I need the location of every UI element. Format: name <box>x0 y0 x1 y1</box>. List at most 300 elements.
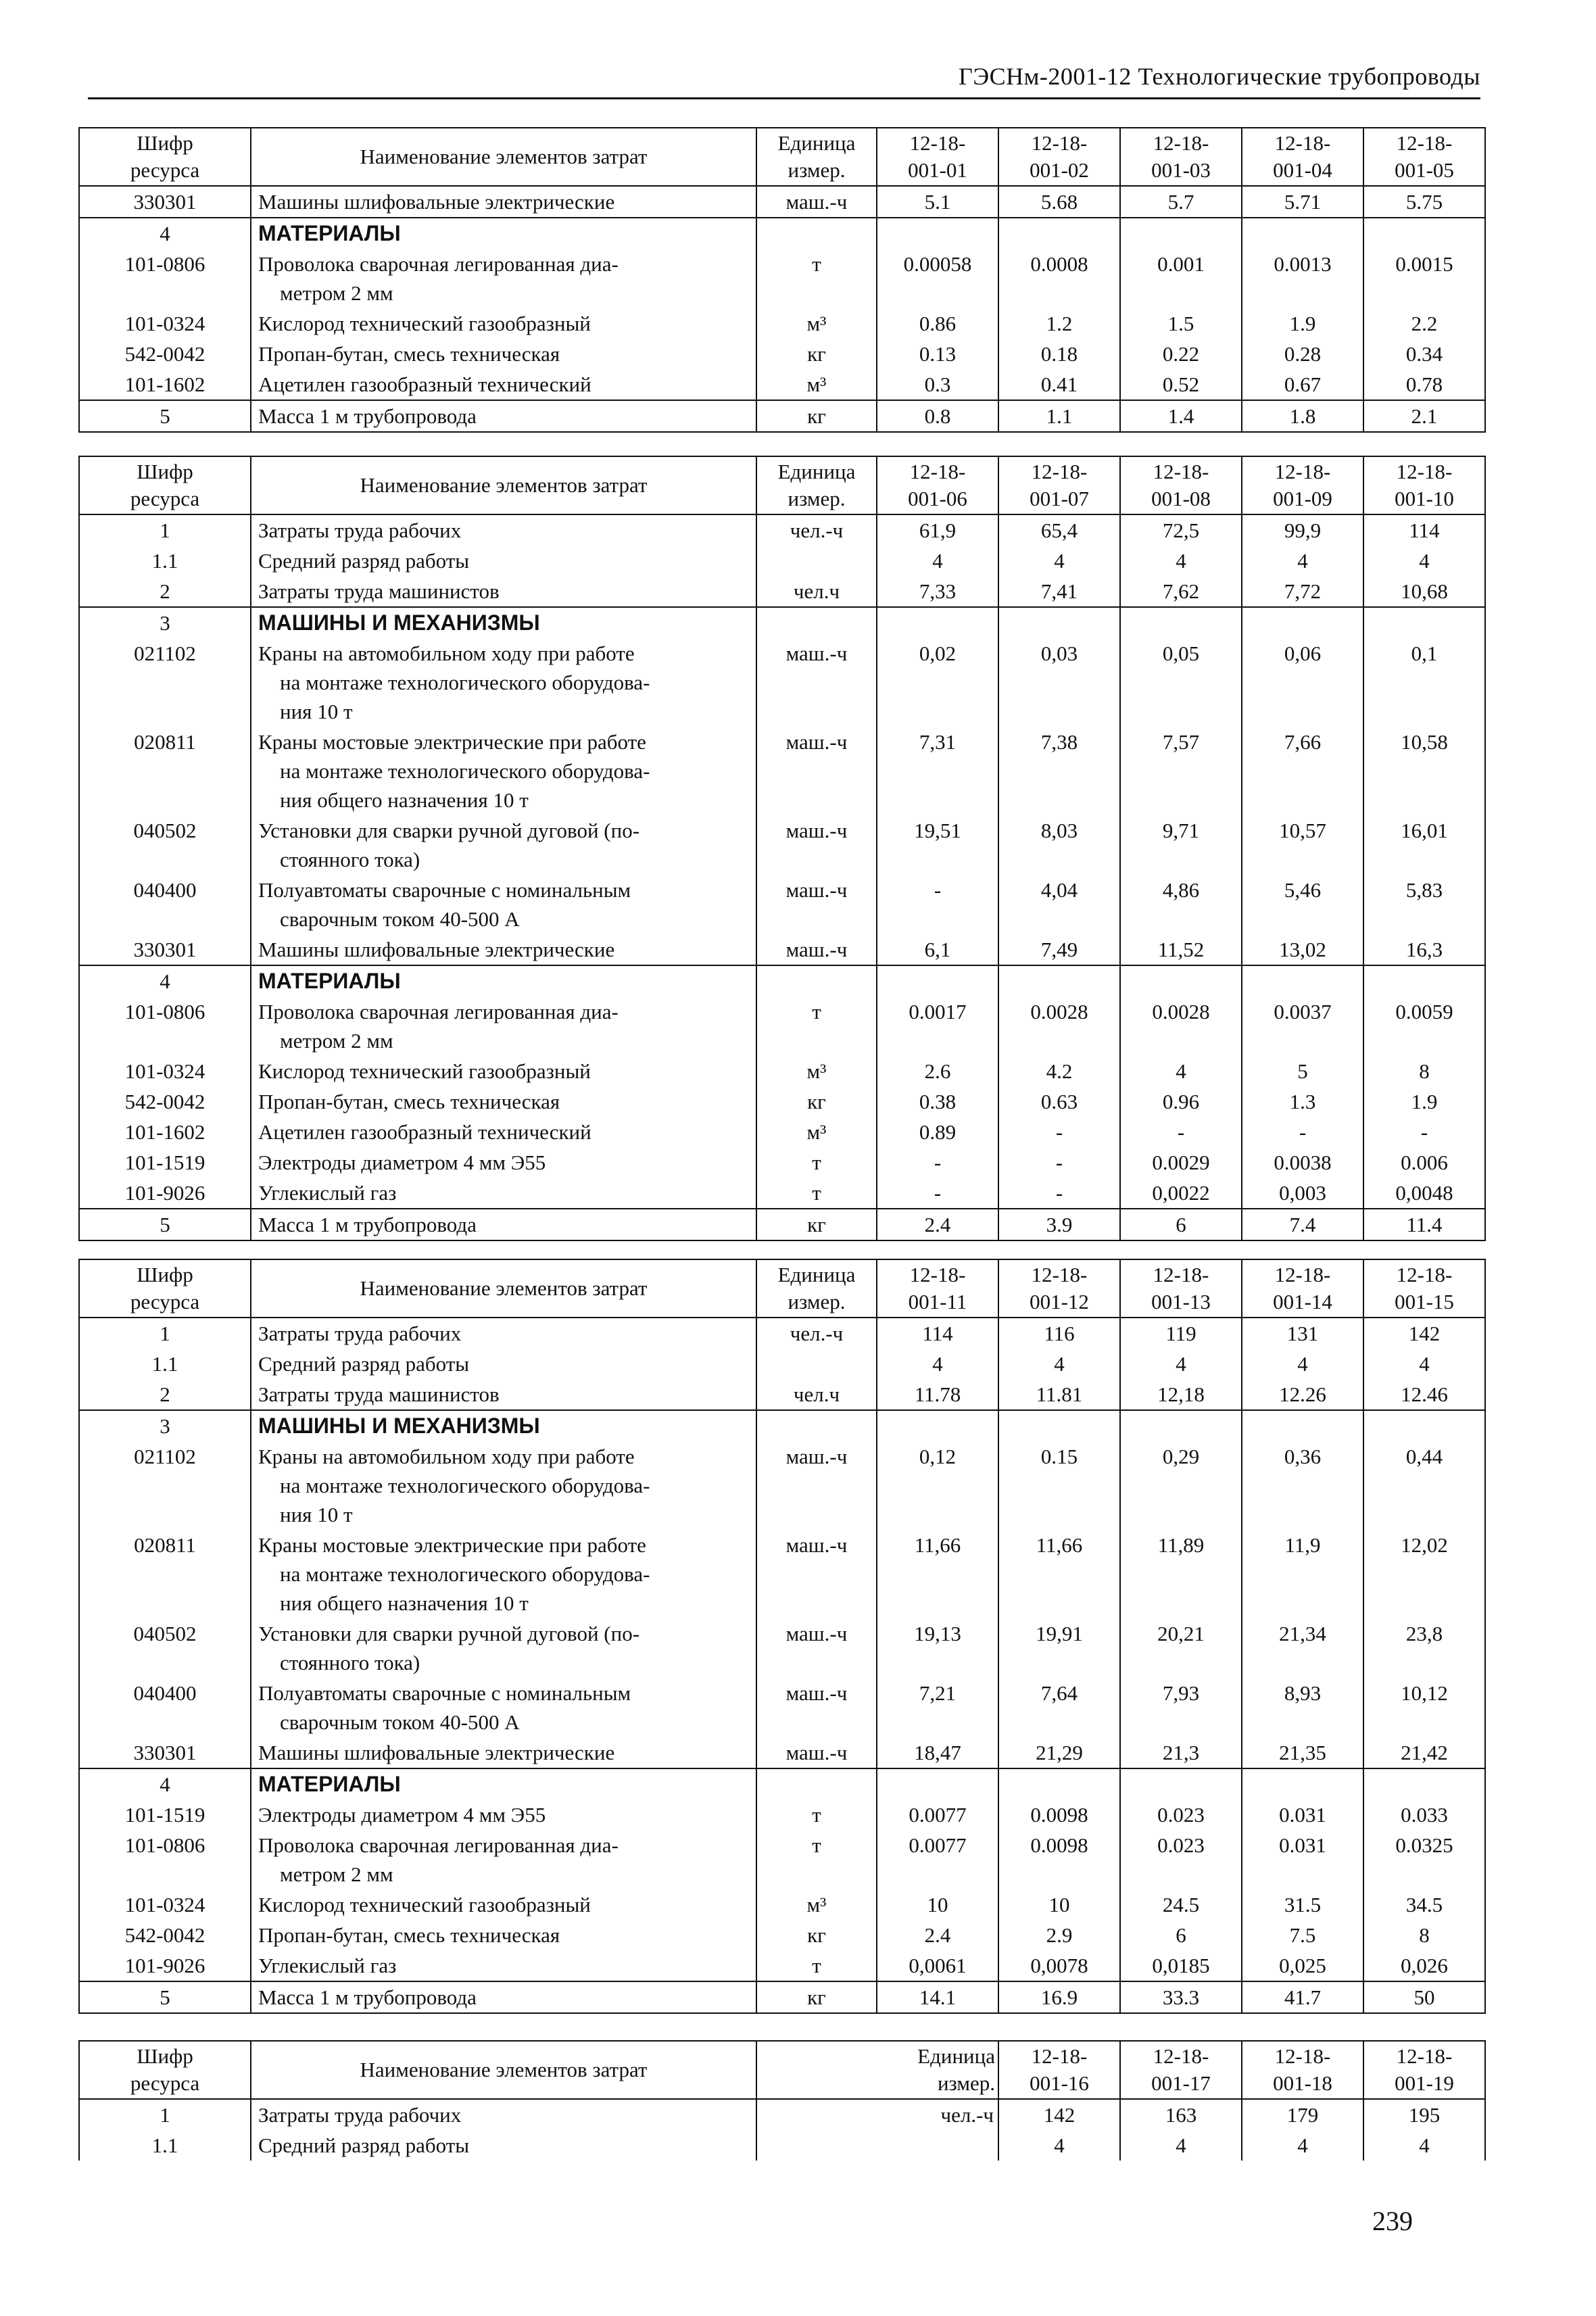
element-name <box>251 1410 756 1441</box>
element-name-line: МАТЕРИАЛЫ <box>258 221 401 245</box>
resource-code: 1 <box>79 514 251 546</box>
column-header-norm-code-line: 12-18- <box>1153 460 1209 483</box>
norm-value: 1.8 <box>1242 400 1363 432</box>
unit-of-measure <box>756 218 877 249</box>
unit-of-measure: м³ <box>756 1889 877 1920</box>
norm-value: 0.0325 <box>1363 1830 1485 1889</box>
norm-value: 7,49 <box>998 934 1120 965</box>
norm-value: 33.3 <box>1120 1981 1242 2013</box>
element-name <box>251 965 756 996</box>
norm-value: 0,02 <box>877 638 998 727</box>
column-header-norm-code-line: 12-18- <box>1396 460 1453 483</box>
table-row <box>79 1441 1485 1530</box>
norm-value: 12,02 <box>1363 1530 1485 1618</box>
norm-value: 7.4 <box>1242 1209 1363 1240</box>
unit-of-measure: кг <box>756 1086 877 1117</box>
norm-value: 0.67 <box>1242 369 1363 400</box>
unit-of-measure: кг <box>756 1981 877 2013</box>
norm-value: 5 <box>1242 1056 1363 1086</box>
norm-table-2 <box>78 456 1486 1241</box>
element-name-line: сварочным током 40-500 А <box>280 907 520 931</box>
norm-value: 4 <box>998 546 1120 576</box>
norm-value: - <box>1363 1117 1485 1147</box>
element-name <box>251 1209 756 1240</box>
norm-value: 5.7 <box>1120 186 1242 218</box>
column-header-norm-code <box>1363 1259 1485 1318</box>
element-name <box>251 1618 756 1678</box>
table-row <box>79 996 1485 1056</box>
table-row <box>79 1737 1485 1768</box>
column-header-code <box>79 1259 251 1318</box>
unit-of-measure <box>756 965 877 996</box>
norm-value: 21,35 <box>1242 1737 1363 1768</box>
norm-value: 0.15 <box>998 1441 1120 1530</box>
norm-value: 4 <box>1363 1349 1485 1379</box>
column-header-norm-code-line: 12-18- <box>1396 1263 1453 1286</box>
element-name <box>251 1178 756 1209</box>
norm-value: 0.38 <box>877 1086 998 1117</box>
column-header-norm-code <box>1363 456 1485 514</box>
unit-of-measure: маш.-ч <box>756 186 877 218</box>
column-header-name: Наименование элементов затрат <box>251 456 756 514</box>
element-name-line: на монтаже технологического оборудова- <box>280 671 650 694</box>
norm-value: 0.0077 <box>877 1800 998 1830</box>
column-header-norm-code-line: 12-18- <box>1031 2044 1088 2068</box>
section-title-row <box>79 1410 1485 1441</box>
norm-value: 5.68 <box>998 186 1120 218</box>
norm-value: 21,34 <box>1242 1618 1363 1678</box>
element-name <box>251 815 756 875</box>
norm-value: 0.78 <box>1363 369 1485 400</box>
norm-value: 0.3 <box>877 369 998 400</box>
resource-code: 101-9026 <box>79 1178 251 1209</box>
norm-value: 7,57 <box>1120 727 1242 815</box>
element-name-line: Пропан-бутан, смесь техническая <box>258 1923 560 1947</box>
column-header-norm-code <box>998 456 1120 514</box>
element-name-line: Затраты труда рабочих <box>258 1322 462 1345</box>
resource-code: 2 <box>79 1379 251 1410</box>
column-header-code <box>79 128 251 186</box>
norm-value: 0,03 <box>998 638 1120 727</box>
unit-of-measure: т <box>756 249 877 308</box>
norm-value <box>1242 607 1363 638</box>
column-header-code <box>79 2041 251 2099</box>
element-name <box>251 400 756 432</box>
norm-value: 5,46 <box>1242 875 1363 934</box>
element-name-line: Машины шлифовальные электрические <box>258 190 615 214</box>
norm-value: 11,52 <box>1120 934 1242 965</box>
element-name-line: Краны мостовые электрические при работе <box>258 730 646 754</box>
column-header-norm-code-line: 001-06 <box>908 487 967 510</box>
column-header-norm-code-line: 001-19 <box>1395 2071 1454 2095</box>
norm-value: 8 <box>1363 1920 1485 1950</box>
element-name <box>251 1830 756 1889</box>
table-row <box>79 1950 1485 1981</box>
resource-code: 101-0806 <box>79 996 251 1056</box>
norm-value: 4 <box>877 1349 998 1379</box>
column-header-norm-code-line: 001-02 <box>1030 158 1089 182</box>
norm-value: 10,57 <box>1242 815 1363 875</box>
unit-of-measure <box>756 2130 998 2161</box>
table-row <box>79 2130 1485 2161</box>
norm-value: 0,05 <box>1120 638 1242 727</box>
norm-value: 19,91 <box>998 1618 1120 1678</box>
element-name-line: Проволока сварочная легированная диа- <box>258 252 619 276</box>
norm-value: 11,66 <box>877 1530 998 1618</box>
table-row <box>79 339 1485 369</box>
column-header-norm-code-line: 001-13 <box>1151 1290 1211 1313</box>
norm-value <box>998 1410 1120 1441</box>
resource-code: 5 <box>79 1209 251 1240</box>
norm-value: 16,3 <box>1363 934 1485 965</box>
norm-value: 195 <box>1363 2099 1485 2130</box>
unit-of-measure: чел.ч <box>756 1379 877 1410</box>
norm-value: - <box>1120 1117 1242 1147</box>
norm-value: 7,72 <box>1242 576 1363 607</box>
norm-value: 0.0038 <box>1242 1147 1363 1178</box>
unit-of-measure: т <box>756 996 877 1056</box>
column-header-name: Наименование элементов затрат <box>251 2041 756 2099</box>
norm-value: 4 <box>1242 546 1363 576</box>
element-name-line: ния 10 т <box>280 700 353 723</box>
element-name-line: Углекислый газ <box>258 1954 397 1977</box>
column-header-norm-code-line: 12-18- <box>1396 131 1453 155</box>
norm-value: 11.78 <box>877 1379 998 1410</box>
column-header-norm-code <box>998 1259 1120 1318</box>
norm-value: 11,89 <box>1120 1530 1242 1618</box>
norm-value: 2.2 <box>1363 308 1485 339</box>
norm-value: 6 <box>1120 1920 1242 1950</box>
norm-value: 0,36 <box>1242 1441 1363 1530</box>
column-header-norm-code-line: 12-18- <box>1153 131 1209 155</box>
norm-value: 1.4 <box>1120 400 1242 432</box>
norm-value: 0.41 <box>998 369 1120 400</box>
norm-value <box>877 965 998 996</box>
column-header-norm-code-line: 12-18- <box>1031 1263 1088 1286</box>
element-name <box>251 875 756 934</box>
norm-value: 0.96 <box>1120 1086 1242 1117</box>
norm-value <box>877 218 998 249</box>
norm-value: 10 <box>998 1889 1120 1920</box>
norm-value: 0.13 <box>877 339 998 369</box>
unit-of-measure: кг <box>756 1209 877 1240</box>
norm-value: - <box>877 875 998 934</box>
resource-code: 040502 <box>79 1618 251 1678</box>
norm-value: 12.26 <box>1242 1379 1363 1410</box>
column-header-unit-line: Единица <box>777 1263 856 1286</box>
table-row <box>79 2099 1485 2130</box>
element-name-line: Электроды диаметром 4 мм Э55 <box>258 1151 546 1174</box>
resource-code: 542-0042 <box>79 1920 251 1950</box>
unit-of-measure: маш.-ч <box>756 1737 877 1768</box>
norm-value: 0.22 <box>1120 339 1242 369</box>
column-header-norm-code-line: 001-07 <box>1030 487 1089 510</box>
resource-code: 021102 <box>79 638 251 727</box>
norm-value: 16,01 <box>1363 815 1485 875</box>
norm-value: 4 <box>998 1349 1120 1379</box>
norm-value: 9,71 <box>1120 815 1242 875</box>
column-header-norm-code <box>1120 128 1242 186</box>
column-header-unit-line: Единица <box>777 460 856 483</box>
running-header <box>88 62 1480 99</box>
table-row <box>79 727 1485 815</box>
norm-value: 0,0061 <box>877 1950 998 1981</box>
norm-value: 72,5 <box>1120 514 1242 546</box>
element-name-line: сварочным током 40-500 А <box>280 1710 520 1734</box>
table-row <box>79 934 1485 965</box>
norm-value: 0.89 <box>877 1117 998 1147</box>
element-name-line: стоянного тока) <box>280 1651 420 1674</box>
norm-value: 0.0017 <box>877 996 998 1056</box>
element-name <box>251 1981 756 2013</box>
resource-code: 101-0324 <box>79 308 251 339</box>
table-header-row <box>79 2041 1485 2099</box>
unit-of-measure: т <box>756 1950 877 1981</box>
norm-value <box>1363 218 1485 249</box>
element-name-line: Краны на автомобильном ходу при работе <box>258 1445 635 1468</box>
column-header-unit-line: измер. <box>788 487 846 510</box>
norm-value: - <box>877 1178 998 1209</box>
element-name <box>251 934 756 965</box>
column-header-unit-line: Единица <box>777 131 856 155</box>
resource-code: 101-9026 <box>79 1950 251 1981</box>
norm-value: 0,0078 <box>998 1950 1120 1981</box>
norm-value: 10 <box>877 1889 998 1920</box>
norm-value <box>998 965 1120 996</box>
unit-of-measure: чел.-ч <box>756 2099 998 2130</box>
column-header-norm-code <box>998 2041 1120 2099</box>
unit-of-measure: маш.-ч <box>756 638 877 727</box>
element-name <box>251 576 756 607</box>
unit-of-measure <box>756 1768 877 1800</box>
norm-value: 5.75 <box>1363 186 1485 218</box>
norm-value: 7,62 <box>1120 576 1242 607</box>
norm-value: 4 <box>1363 2130 1485 2161</box>
norm-value: 0.0037 <box>1242 996 1363 1056</box>
section-title-row <box>79 1768 1485 1800</box>
norm-value <box>1120 607 1242 638</box>
resource-code: 101-0806 <box>79 249 251 308</box>
element-name <box>251 1737 756 1768</box>
norm-value: 2.4 <box>877 1209 998 1240</box>
norm-value <box>1363 1410 1485 1441</box>
element-name <box>251 1950 756 1981</box>
unit-of-measure: м³ <box>756 369 877 400</box>
norm-value: 12,18 <box>1120 1379 1242 1410</box>
column-header-norm-code-line: 001-01 <box>908 158 967 182</box>
unit-of-measure: маш.-ч <box>756 875 877 934</box>
norm-value: 5.1 <box>877 186 998 218</box>
table-row <box>79 1920 1485 1950</box>
table-row <box>79 546 1485 576</box>
norm-table-3 <box>78 1259 1486 2014</box>
norm-value: 0.34 <box>1363 339 1485 369</box>
norm-value: 34.5 <box>1363 1889 1485 1920</box>
element-name-line: Затраты труда рабочих <box>258 518 462 542</box>
element-name <box>251 1441 756 1530</box>
norm-value: 2.4 <box>877 1920 998 1950</box>
table-row <box>79 514 1485 546</box>
norm-value: 23,8 <box>1363 1618 1485 1678</box>
norm-value: 4.2 <box>998 1056 1120 1086</box>
column-header-norm-code <box>1242 128 1363 186</box>
element-name <box>251 514 756 546</box>
norm-value: 116 <box>998 1318 1120 1349</box>
norm-value: 0.00058 <box>877 249 998 308</box>
element-name-line: метром 2 мм <box>280 281 393 305</box>
element-name-line: МАТЕРИАЛЫ <box>258 969 401 993</box>
norm-value: 0.0028 <box>998 996 1120 1056</box>
table-row <box>79 576 1485 607</box>
column-header-norm-code-line: 001-14 <box>1273 1290 1332 1313</box>
element-name <box>251 2099 756 2130</box>
resource-code: 020811 <box>79 727 251 815</box>
norm-value: 0.28 <box>1242 339 1363 369</box>
norm-value: 0.0015 <box>1363 249 1485 308</box>
total-row <box>79 400 1485 432</box>
norm-value: 0.031 <box>1242 1830 1363 1889</box>
norm-value: 0.031 <box>1242 1800 1363 1830</box>
column-header-norm-code-line: 001-11 <box>908 1290 967 1313</box>
unit-of-measure: чел.ч <box>756 576 877 607</box>
column-header-code-line: Шифр <box>137 1263 193 1286</box>
element-name <box>251 1147 756 1178</box>
norm-value: 3.9 <box>998 1209 1120 1240</box>
norm-value: 4 <box>1120 1056 1242 1086</box>
norm-value: 8,93 <box>1242 1678 1363 1737</box>
norm-value: 4 <box>1242 2130 1363 2161</box>
norm-value: 0,12 <box>877 1441 998 1530</box>
element-name-line: Пропан-бутан, смесь техническая <box>258 342 560 366</box>
element-name-line: метром 2 мм <box>280 1862 393 1886</box>
column-header-norm-code-line: 12-18- <box>909 1263 966 1286</box>
element-name-line: Кислород технический газообразный <box>258 1059 591 1083</box>
norm-value: 2.1 <box>1363 400 1485 432</box>
unit-of-measure: т <box>756 1178 877 1209</box>
column-header-code-line: ресурса <box>130 1290 200 1313</box>
norm-value <box>1363 1768 1485 1800</box>
norm-value: 0.86 <box>877 308 998 339</box>
element-name-line: Полуавтоматы сварочные с номинальным <box>258 1681 631 1705</box>
element-name-line: МАШИНЫ И МЕХАНИЗМЫ <box>258 1414 540 1438</box>
norm-value: 0.0077 <box>877 1830 998 1889</box>
column-header-unit-line: Единица <box>917 2044 995 2068</box>
norm-value <box>1120 1768 1242 1800</box>
resource-code: 1.1 <box>79 1349 251 1379</box>
column-header-code-line: ресурса <box>130 2071 200 2095</box>
norm-value: 0.023 <box>1120 1830 1242 1889</box>
norm-value: 21,29 <box>998 1737 1120 1768</box>
element-name <box>251 1678 756 1737</box>
table-row <box>79 815 1485 875</box>
norm-value: 114 <box>1363 514 1485 546</box>
resource-code: 4 <box>79 218 251 249</box>
total-row <box>79 1209 1485 1240</box>
norm-value: 7,21 <box>877 1678 998 1737</box>
norm-value: 4 <box>1363 546 1485 576</box>
norm-value <box>998 1768 1120 1800</box>
element-name <box>251 186 756 218</box>
unit-of-measure: м³ <box>756 308 877 339</box>
column-header-norm-code-line: 12-18- <box>1274 131 1331 155</box>
unit-of-measure: маш.-ч <box>756 815 877 875</box>
norm-value <box>877 1768 998 1800</box>
norm-value: - <box>998 1117 1120 1147</box>
column-header-name: Наименование элементов затрат <box>251 1259 756 1318</box>
norm-value: 1.9 <box>1242 308 1363 339</box>
element-name-line: ния 10 т <box>280 1503 353 1526</box>
norm-value: 2.6 <box>877 1056 998 1086</box>
table-row <box>79 1889 1485 1920</box>
norm-value: 0.006 <box>1363 1147 1485 1178</box>
column-header-unit <box>756 128 877 186</box>
element-name <box>251 1056 756 1086</box>
norm-value <box>1363 965 1485 996</box>
table-row <box>79 308 1485 339</box>
table-row <box>79 1349 1485 1379</box>
table-row <box>79 369 1485 400</box>
norm-value: 0.023 <box>1120 1800 1242 1830</box>
unit-of-measure: кг <box>756 400 877 432</box>
element-name <box>251 1379 756 1410</box>
column-header-norm-code-line: 12-18- <box>1031 131 1088 155</box>
norm-value: 0.0008 <box>998 249 1120 308</box>
column-header-unit <box>756 1259 877 1318</box>
norm-value <box>1242 1410 1363 1441</box>
norm-value: 142 <box>998 2099 1120 2130</box>
norm-value: 19,51 <box>877 815 998 875</box>
column-header-unit <box>756 2041 998 2099</box>
norm-value: 50 <box>1363 1981 1485 2013</box>
norm-value: 1.5 <box>1120 308 1242 339</box>
norm-value <box>1242 1768 1363 1800</box>
norm-value: 1.3 <box>1242 1086 1363 1117</box>
column-header-norm-code-line: 12-18- <box>1274 460 1331 483</box>
norm-value: 4 <box>877 546 998 576</box>
column-header-norm-code <box>1363 128 1485 186</box>
element-name-line: Краны мостовые электрические при работе <box>258 1533 646 1557</box>
element-name-line: метром 2 мм <box>280 1029 393 1053</box>
resource-code: 020811 <box>79 1530 251 1618</box>
norm-value: 11.81 <box>998 1379 1120 1410</box>
column-header-code-line: ресурса <box>130 158 200 182</box>
norm-value: 0.0098 <box>998 1800 1120 1830</box>
element-name <box>251 638 756 727</box>
column-header-norm-code-line: 12-18- <box>1274 2044 1331 2068</box>
norm-value: 0.52 <box>1120 369 1242 400</box>
column-header-unit <box>756 456 877 514</box>
resource-code: 330301 <box>79 934 251 965</box>
norm-value: 4 <box>1120 546 1242 576</box>
column-header-norm-code-line: 001-03 <box>1151 158 1211 182</box>
norm-value: 7.5 <box>1242 1920 1363 1950</box>
norm-value: 0.0028 <box>1120 996 1242 1056</box>
unit-of-measure: маш.-ч <box>756 1441 877 1530</box>
table-row <box>79 186 1485 218</box>
element-name-line: Полуавтоматы сварочные с номинальным <box>258 878 631 902</box>
resource-code: 330301 <box>79 1737 251 1768</box>
norm-value: 4 <box>1120 1349 1242 1379</box>
norm-value <box>1120 965 1242 996</box>
norm-value: 0,003 <box>1242 1178 1363 1209</box>
norm-value: 0.18 <box>998 339 1120 369</box>
norm-value: 0.0098 <box>998 1830 1120 1889</box>
table-row <box>79 1800 1485 1830</box>
norm-value: 0,025 <box>1242 1950 1363 1981</box>
column-header-code-line: Шифр <box>137 131 193 155</box>
unit-of-measure: маш.-ч <box>756 1678 877 1737</box>
column-header-norm-code <box>877 456 998 514</box>
